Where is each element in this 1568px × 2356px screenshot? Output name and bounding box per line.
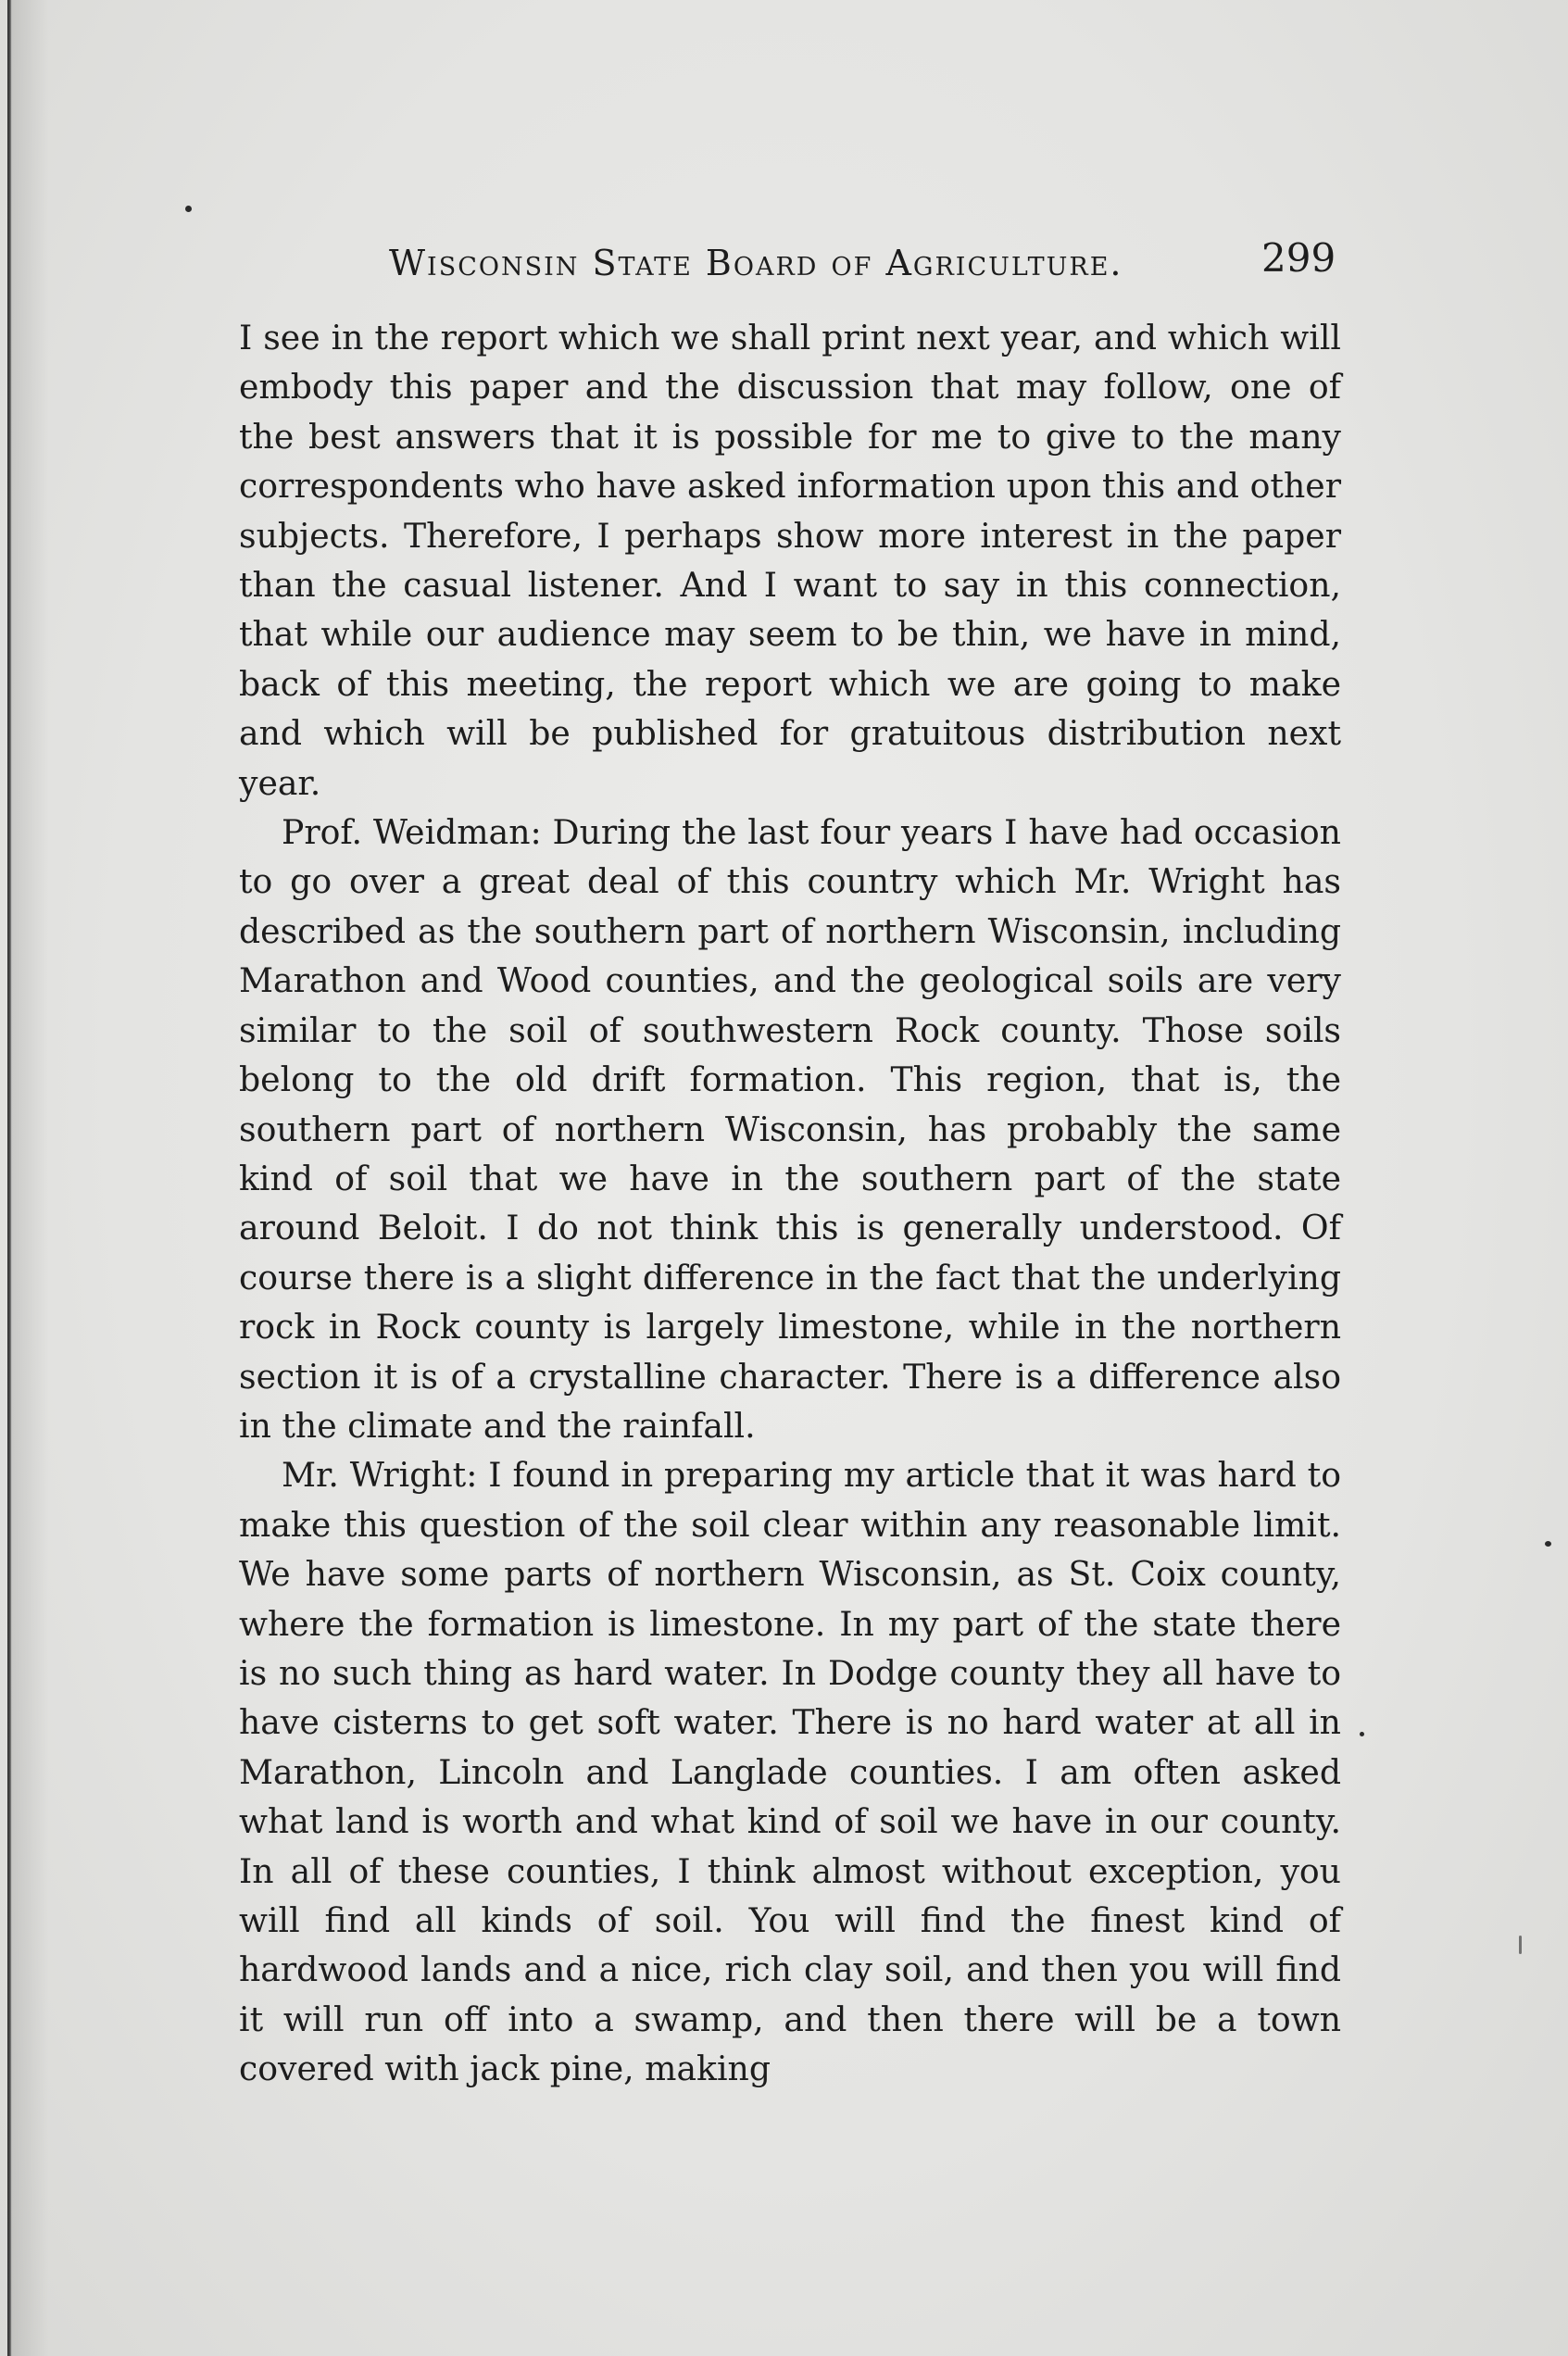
binding-shadow <box>12 0 49 2356</box>
page-header <box>0 233 1568 298</box>
paragraph-mr-wright: Mr. Wright: I found in preparing my article that it was hard to make this question of the soil clear within any reasonable limit. We have some parts of northern Wisconsin, as St. Coix county, where the formation is limestone. In my part of the state there is no such thing as hard water. In Dodge county they all have to have cisterns to get soft water. There is no hard water at all in Marathon, Lincoln and Langlade counties. I am often asked what land is worth and what kind of soil we have in our county. In all of these counties, I think almost without exception, you will find all kinds of soil. You will find the finest kind of hardwood lands and a nice, rich clay soil, and then you will find it will run off into a swamp, and then there will be a town covered with jack pine, making <box>239 1455 1341 2089</box>
ink-speck <box>1360 1732 1364 1736</box>
ink-speck <box>1545 1541 1551 1547</box>
page-number: 299 <box>1261 235 1336 281</box>
ink-speck <box>1519 1936 1522 1954</box>
running-head-title: Wisconsin State Board of Agriculture. <box>389 243 1123 283</box>
paragraph-continued: I see in the report which we shall print next year, and which will embody this paper and the discussion that may follow, one of the best answers that it is possible for me to give to the many correspondents who have asked information upon this and other subjects. Therefore, I perhaps show more interest in the paper than the casual listener. And I want to say in this connection, that while our audience may seem to be thin, we have in mind, back of this meeting, the report which we are going to make and which will be published for gratuitous distribution next year. <box>239 318 1341 803</box>
ink-speck <box>185 206 192 212</box>
page-body <box>239 313 1341 2094</box>
paragraph-prof-weidman: Prof. Weidman: During the last four years I have had occasion to go over a great deal of this country which Mr. Wright has described as the southern part of northern Wisconsin, including Marathon and Wood counties, and the geological soils are very similar to the soil of southwestern Rock county. Those soils belong to the old drift formation. This region, that is, the southern part of northern Wisconsin, has probably the same kind of soil that we have in the southern part of the state around Beloit. I do not think this is generally understood. Of course there is a slight difference in the fact that the underlying rock in Rock county is largely limestone, while in the northern section it is of a crystalline character. There is a difference also in the climate and the rainfall. <box>239 812 1341 1446</box>
